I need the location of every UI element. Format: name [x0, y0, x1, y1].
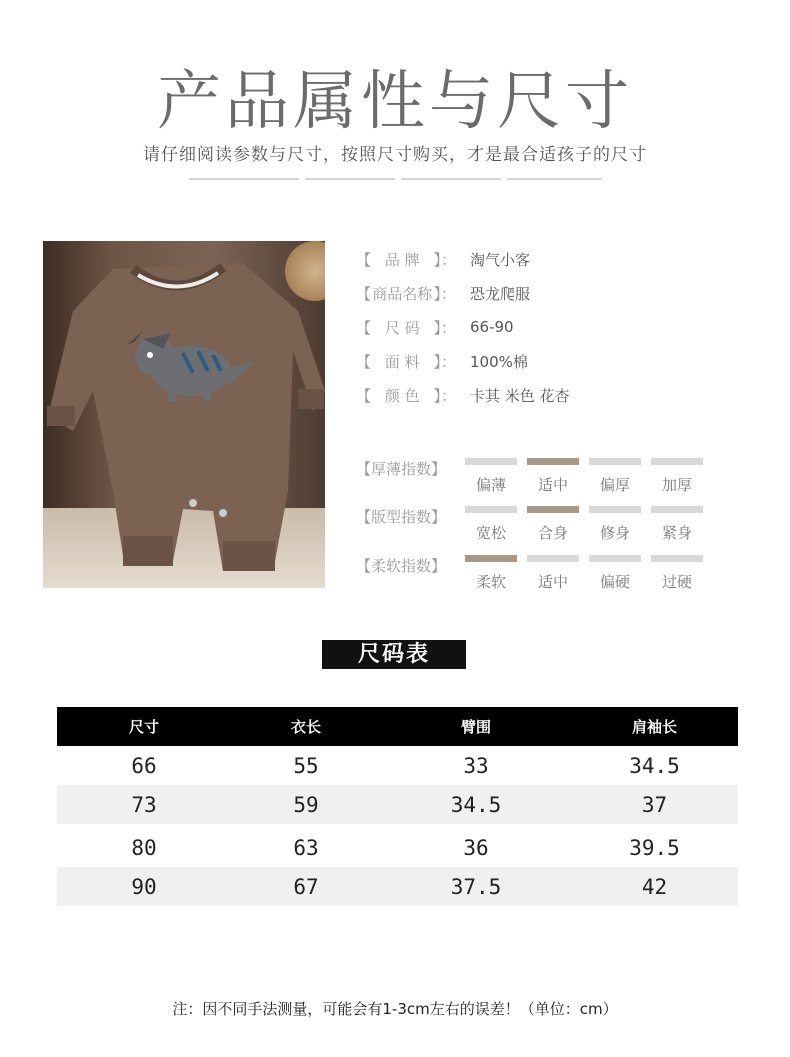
index-bar — [589, 458, 641, 465]
attribute-key: 面 料 — [384, 352, 420, 371]
index-label: 【柔软指数】 — [356, 557, 447, 575]
attribute-key: 商品名称 — [372, 284, 433, 303]
index-option-label: 偏厚 — [599, 476, 630, 494]
table-row — [57, 867, 738, 906]
index-option — [651, 555, 703, 592]
index-label: 【厚薄指数】 — [356, 460, 447, 478]
index-option-selected — [527, 458, 579, 495]
index-bar — [651, 506, 703, 513]
table-cell: 34.5 — [629, 753, 680, 778]
index-option — [527, 555, 579, 592]
attribute-value: 卡其 米色 花杏 — [470, 386, 570, 405]
page-subtitle: 请仔细阅读参数与尺寸，按照尺寸购买，才是最合适孩子的尺寸 — [143, 145, 647, 165]
table-header-cell: 尺寸 — [128, 718, 159, 736]
attribute-key: 品 牌 — [384, 250, 420, 269]
table-header-cell: 肩袖长 — [631, 718, 677, 736]
index-option — [589, 555, 641, 592]
index-bar — [589, 555, 641, 562]
index-option — [589, 458, 641, 495]
attribute-key: 颜 色 — [384, 386, 420, 405]
index-bar — [527, 555, 579, 562]
table-cell: 37.5 — [450, 874, 502, 899]
index-option-label: 过硬 — [661, 573, 692, 591]
index-option — [651, 458, 703, 495]
index-bar — [651, 458, 703, 465]
index-option-label: 偏薄 — [475, 476, 506, 494]
dinosaur-romper-illustration — [43, 241, 325, 588]
index-option — [589, 506, 641, 543]
index-bar-selected — [527, 458, 579, 465]
table-header-row — [57, 707, 738, 746]
index-bar — [589, 506, 641, 513]
table-cell: 36 — [463, 835, 489, 860]
index-option-label: 紧身 — [661, 524, 692, 542]
table-header-cell: 臂围 — [460, 718, 491, 736]
index-option-label: 加厚 — [661, 476, 692, 494]
index-option-label: 适中 — [537, 476, 568, 494]
attribute-value: 66-90 — [470, 318, 514, 336]
table-cell: 80 — [131, 835, 157, 860]
table-cell: 42 — [641, 874, 668, 899]
size-table — [57, 707, 738, 906]
index-option-label: 柔软 — [475, 573, 506, 591]
table-cell: 67 — [293, 874, 319, 899]
index-option-label: 适中 — [537, 573, 568, 591]
index-option — [465, 506, 517, 543]
attribute-value: 100%棉 — [470, 352, 528, 371]
table-cell: 55 — [293, 753, 319, 778]
table-cell: 59 — [293, 792, 319, 817]
table-cell: 73 — [131, 792, 157, 817]
index-option-label: 宽松 — [475, 524, 506, 542]
attribute-row: 【 品 牌 】： 淘气小客 — [356, 250, 531, 269]
table-header-cell: 衣长 — [290, 718, 321, 736]
attribute-row: 【 商品名称 】： 恐龙爬服 — [356, 284, 531, 303]
attribute-list — [356, 242, 570, 412]
table-row — [57, 785, 738, 824]
index-bar — [651, 555, 703, 562]
index-option-label: 偏硬 — [599, 573, 630, 591]
product-photo — [43, 241, 325, 588]
table-cell: 37 — [641, 792, 668, 817]
attribute-value: 淘气小客 — [470, 250, 531, 269]
table-cell: 39.5 — [629, 835, 680, 860]
measurement-note: 注：因不同手法测量，可能会有1-3cm左右的误差！（单位：cm） — [172, 1000, 618, 1018]
attribute-row: 【 面 料 】： 100%棉 — [356, 352, 528, 371]
index-option — [465, 458, 517, 495]
index-bar-selected — [465, 555, 517, 562]
attribute-row: 【 尺 码 】： 66-90 — [356, 318, 514, 337]
decorative-fine-print — [0, 172, 790, 186]
index-bar — [465, 458, 517, 465]
attribute-value: 恐龙爬服 — [470, 284, 531, 303]
table-cell: 63 — [293, 835, 319, 860]
attribute-row: 【 颜 色 】： 卡其 米色 花杏 — [356, 386, 570, 405]
index-option-label: 合身 — [537, 524, 568, 542]
page-title: 产品属性与尺寸 — [157, 65, 633, 139]
size-chart-title: 尺码表 — [322, 640, 466, 669]
table-cell: 66 — [131, 753, 157, 778]
index-option-selected — [527, 506, 579, 543]
index-bar-selected — [527, 506, 579, 513]
index-bar — [465, 506, 517, 513]
table-cell: 34.5 — [450, 792, 502, 817]
index-option — [651, 506, 703, 543]
table-row — [57, 746, 738, 785]
index-option-label: 修身 — [599, 524, 630, 542]
attribute-key: 尺 码 — [384, 318, 420, 337]
index-option-selected — [465, 555, 517, 592]
table-cell: 33 — [463, 753, 489, 778]
index-label: 【版型指数】 — [356, 508, 447, 526]
table-cell: 90 — [131, 874, 157, 899]
table-row — [57, 828, 738, 867]
